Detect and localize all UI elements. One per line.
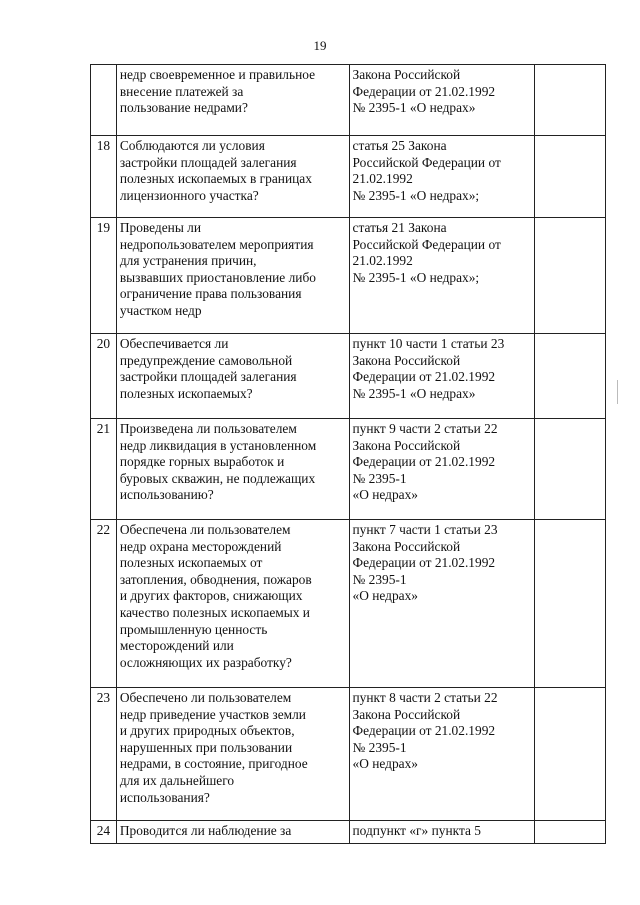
question-cell [116, 821, 349, 844]
law-reference-text: пункт 7 части 1 статьи 23 Закона Российской Федерации от 21.02.1992 № 2395-1 «О недрах» [352, 522, 498, 604]
question-text: Обеспечена ли пользователем недр охрана месторождений полезных ископаемых от затопления, обводнения, пожаров и других факторов, снижающих качество полезных ископаемых и промышленную ценность месторождений или осложняющих их разработку? [119, 522, 312, 670]
question-cell [116, 218, 349, 334]
page-number: 19 [313, 38, 327, 53]
row-number: 20 [91, 334, 117, 419]
law-reference-text: пункт 9 части 2 статьи 22 Закона Российской Федерации от 21.02.1992 № 2395-1 «О недрах» [352, 421, 498, 503]
law-reference-text: пункт 10 части 1 статьи 23 Закона Российской Федерации от 21.02.1992 № 2395-1 «О недрах» [352, 336, 505, 401]
answer-cell [534, 334, 605, 419]
law-reference-cell [349, 65, 534, 136]
requirements-table [90, 64, 606, 844]
answer-cell [534, 218, 605, 334]
question-text: Произведена ли пользователем недр ликвидация в установленном порядке горных выработок и буровых скважин, не подлежащих использованию? [119, 421, 317, 503]
law-reference-cell [349, 419, 534, 520]
answer-cell [534, 65, 605, 136]
question-cell [116, 688, 349, 821]
row-number: 23 [91, 688, 117, 821]
table-row [91, 688, 606, 821]
law-reference-cell [349, 218, 534, 334]
answer-cell [534, 688, 605, 821]
table-row [91, 334, 606, 419]
row-number: 18 [91, 136, 117, 218]
question-text: Соблюдаются ли условия застройки площадей залегания полезных ископаемых в границах лицензионного участка? [119, 138, 312, 203]
row-number: 24 [91, 821, 117, 844]
law-reference-cell [349, 688, 534, 821]
table-row [91, 218, 606, 334]
question-text: Проведены ли недропользователем мероприятия для устранения причин, вызвавших приостановление либо ограничение права пользования участком недр [119, 220, 316, 318]
law-reference-text: подпункт «г» пункта 5 [352, 823, 481, 838]
row-number: 22 [91, 520, 117, 688]
question-text: Обеспечивается ли предупреждение самовольной застройки площадей залегания полезных ископаемых? [119, 336, 297, 401]
table-row [91, 520, 606, 688]
table-row [91, 65, 606, 136]
scan-artifact-line [617, 380, 618, 404]
table-row [91, 821, 606, 844]
question-cell [116, 334, 349, 419]
law-reference-cell [349, 821, 534, 844]
answer-cell [534, 419, 605, 520]
question-cell [116, 520, 349, 688]
answer-cell [534, 821, 605, 844]
table-row [91, 136, 606, 218]
law-reference-text: статья 25 Закона Российской Федерации от 21.02.1992 № 2395-1 «О недрах»; [352, 138, 501, 203]
question-text: Проводится ли наблюдение за [119, 823, 292, 838]
row-number [91, 65, 117, 136]
question-text: недр своевременное и правильное внесение платежей за пользование недрами? [119, 67, 316, 116]
question-text: Обеспечено ли пользователем недр приведение участков земли и других природных объектов, нарушенных при пользовании недрами, в состояние, пригодное для их дальнейшего использования? [119, 690, 308, 805]
answer-cell [534, 136, 605, 218]
question-cell [116, 419, 349, 520]
law-reference-text: пункт 8 части 2 статьи 22 Закона Российской Федерации от 21.02.1992 № 2395-1 «О недрах» [352, 690, 498, 772]
row-number: 21 [91, 419, 117, 520]
answer-cell [534, 520, 605, 688]
law-reference-cell [349, 334, 534, 419]
question-cell [116, 65, 349, 136]
law-reference-cell [349, 136, 534, 218]
row-number: 19 [91, 218, 117, 334]
question-cell [116, 136, 349, 218]
law-reference-text: статья 21 Закона Российской Федерации от 21.02.1992 № 2395-1 «О недрах»; [352, 220, 501, 285]
table-row [91, 419, 606, 520]
law-reference-text: Закона Российской Федерации от 21.02.1992 № 2395-1 «О недрах» [352, 67, 496, 116]
law-reference-cell [349, 520, 534, 688]
